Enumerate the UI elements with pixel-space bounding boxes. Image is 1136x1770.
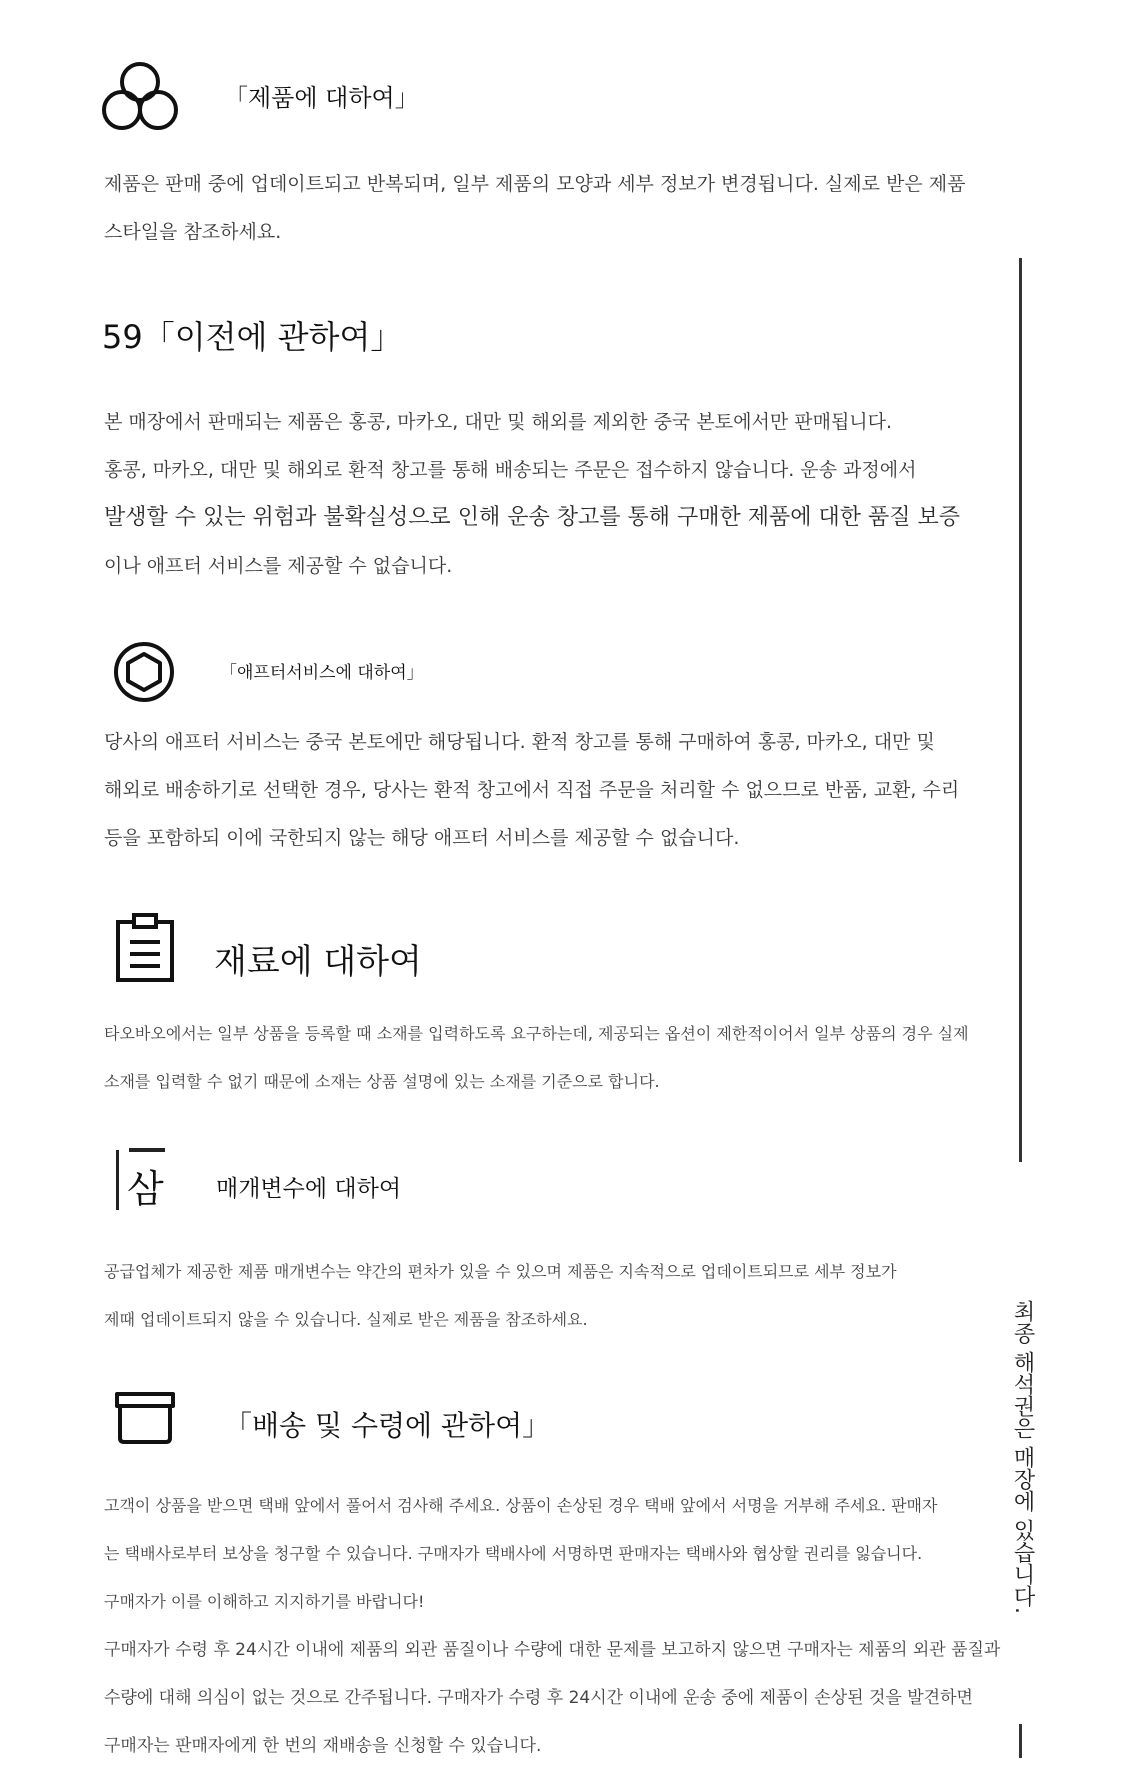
aftersales-heading: 「애프터서비스에 대하여」: [220, 663, 424, 683]
delivery-line: 고객이 상품을 받으면 택배 앞에서 풀어서 검사해 주세요. 상품이 손상된 경우 택배 앞에서 서명을 거부해 주세요. 판매자: [104, 1496, 938, 1515]
product-line: 제품은 판매 중에 업데이트되고 반복되며, 일부 제품의 모양과 세부 정보가 변경됩니다. 실제로 받은 제품: [104, 173, 966, 195]
product-text: [104, 160, 984, 256]
delivery-line: 구매자는 판매자에게 한 번의 재배송을 신청할 수 있습니다.: [104, 1736, 542, 1756]
aftersales-line: 등을 포함하되 이에 국한되지 않는 해당 애프터 서비스를 제공할 수 없습니다.: [104, 827, 740, 849]
params-line: 공급업체가 제공한 제품 매개변수는 약간의 편차가 있을 수 있으며 제품은 지속적으로 업데이트되므로 세부 정보가: [104, 1262, 897, 1281]
params-glyph-icon: [116, 1150, 179, 1210]
box-icon: [114, 1388, 176, 1446]
material-line: 타오바오에서는 일부 상품을 등록할 때 소재를 입력하도록 요구하는데, 제공되는 옵션이 제한적이어서 일부 상품의 경우 실제: [104, 1024, 969, 1043]
params-heading: 매개변수에 대하여: [216, 1176, 402, 1202]
transfer-text: [104, 398, 984, 590]
hexagon-icon: [112, 640, 176, 704]
aftersales-text: [104, 718, 984, 862]
params-line: 제때 업데이트되지 않을 수 있습니다. 실제로 받은 제품을 참조하세요.: [104, 1310, 588, 1329]
material-line: 소재를 입력할 수 없기 때문에 소재는 상품 설명에 있는 소재를 기준으로 합니다.: [104, 1072, 660, 1091]
delivery-line: 수량에 대해 의심이 없는 것으로 간주됩니다. 구매자가 수령 후 24시간 이내에 운송 중에 제품이 손상된 것을 발견하면: [104, 1688, 973, 1708]
params-glyph-char: 삼: [127, 1167, 164, 1211]
delivery-heading: 「배송 및 수령에 관하여」: [224, 1409, 551, 1442]
product-heading: 「제품에 대하여」: [224, 84, 419, 112]
material-text: [104, 1010, 984, 1106]
clipboard-icon: [114, 912, 176, 984]
transfer-heading: 59「이전에 관하여」: [102, 318, 403, 356]
params-text: [104, 1248, 984, 1344]
delivery-line: 구매자가 이를 이해하고 지지하기를 바랍니다!: [104, 1592, 425, 1611]
transfer-line: 발생할 수 있는 위험과 불확실성으로 인해 운송 창고를 통해 구매한 제품에 대한 품질 보증: [104, 505, 960, 530]
transfer-line: 본 매장에서 판매되는 제품은 홍콩, 마카오, 대만 및 해외를 제외한 중국 본토에서만 판매됩니다.: [104, 411, 893, 433]
material-heading: 재료에 대하여: [214, 942, 422, 982]
right-divider-line-bottom: [1019, 1724, 1022, 1758]
product-line: 스타일을 참조하세요.: [104, 221, 282, 243]
aftersales-line: 당사의 애프터 서비스는 중국 본토에만 해당됩니다. 환적 창고를 통해 구매하여 홍콩, 마카오, 대만 및: [104, 731, 935, 753]
delivery-line: 는 택배사로부터 보상을 청구할 수 있습니다. 구매자가 택배사에 서명하면 판매자는 택배사와 협상할 권리를 잃습니다.: [104, 1544, 923, 1563]
three-circles-icon: [102, 60, 178, 134]
transfer-line: 홍콩, 마카오, 대만 및 해외로 환적 창고를 통해 배송되는 주문은 접수하지 않습니다. 운송 과정에서: [104, 459, 917, 481]
delivery-text: [104, 1482, 1001, 1770]
delivery-line: 구매자가 수령 후 24시간 이내에 제품의 외관 품질이나 수량에 대한 문제를 보고하지 않으면 구매자는 제품의 외관 품질과: [104, 1640, 1001, 1660]
right-divider-line: [1019, 258, 1022, 1162]
aftersales-line: 해외로 배송하기로 선택한 경우, 당사는 환적 창고에서 직접 주문을 처리할 수 없으므로 반품, 교환, 수리: [104, 779, 960, 801]
transfer-line: 이나 애프터 서비스를 제공할 수 없습니다.: [104, 555, 453, 577]
side-note: 최종 해석권은 매장에 있습니다.: [1010, 1300, 1035, 1614]
